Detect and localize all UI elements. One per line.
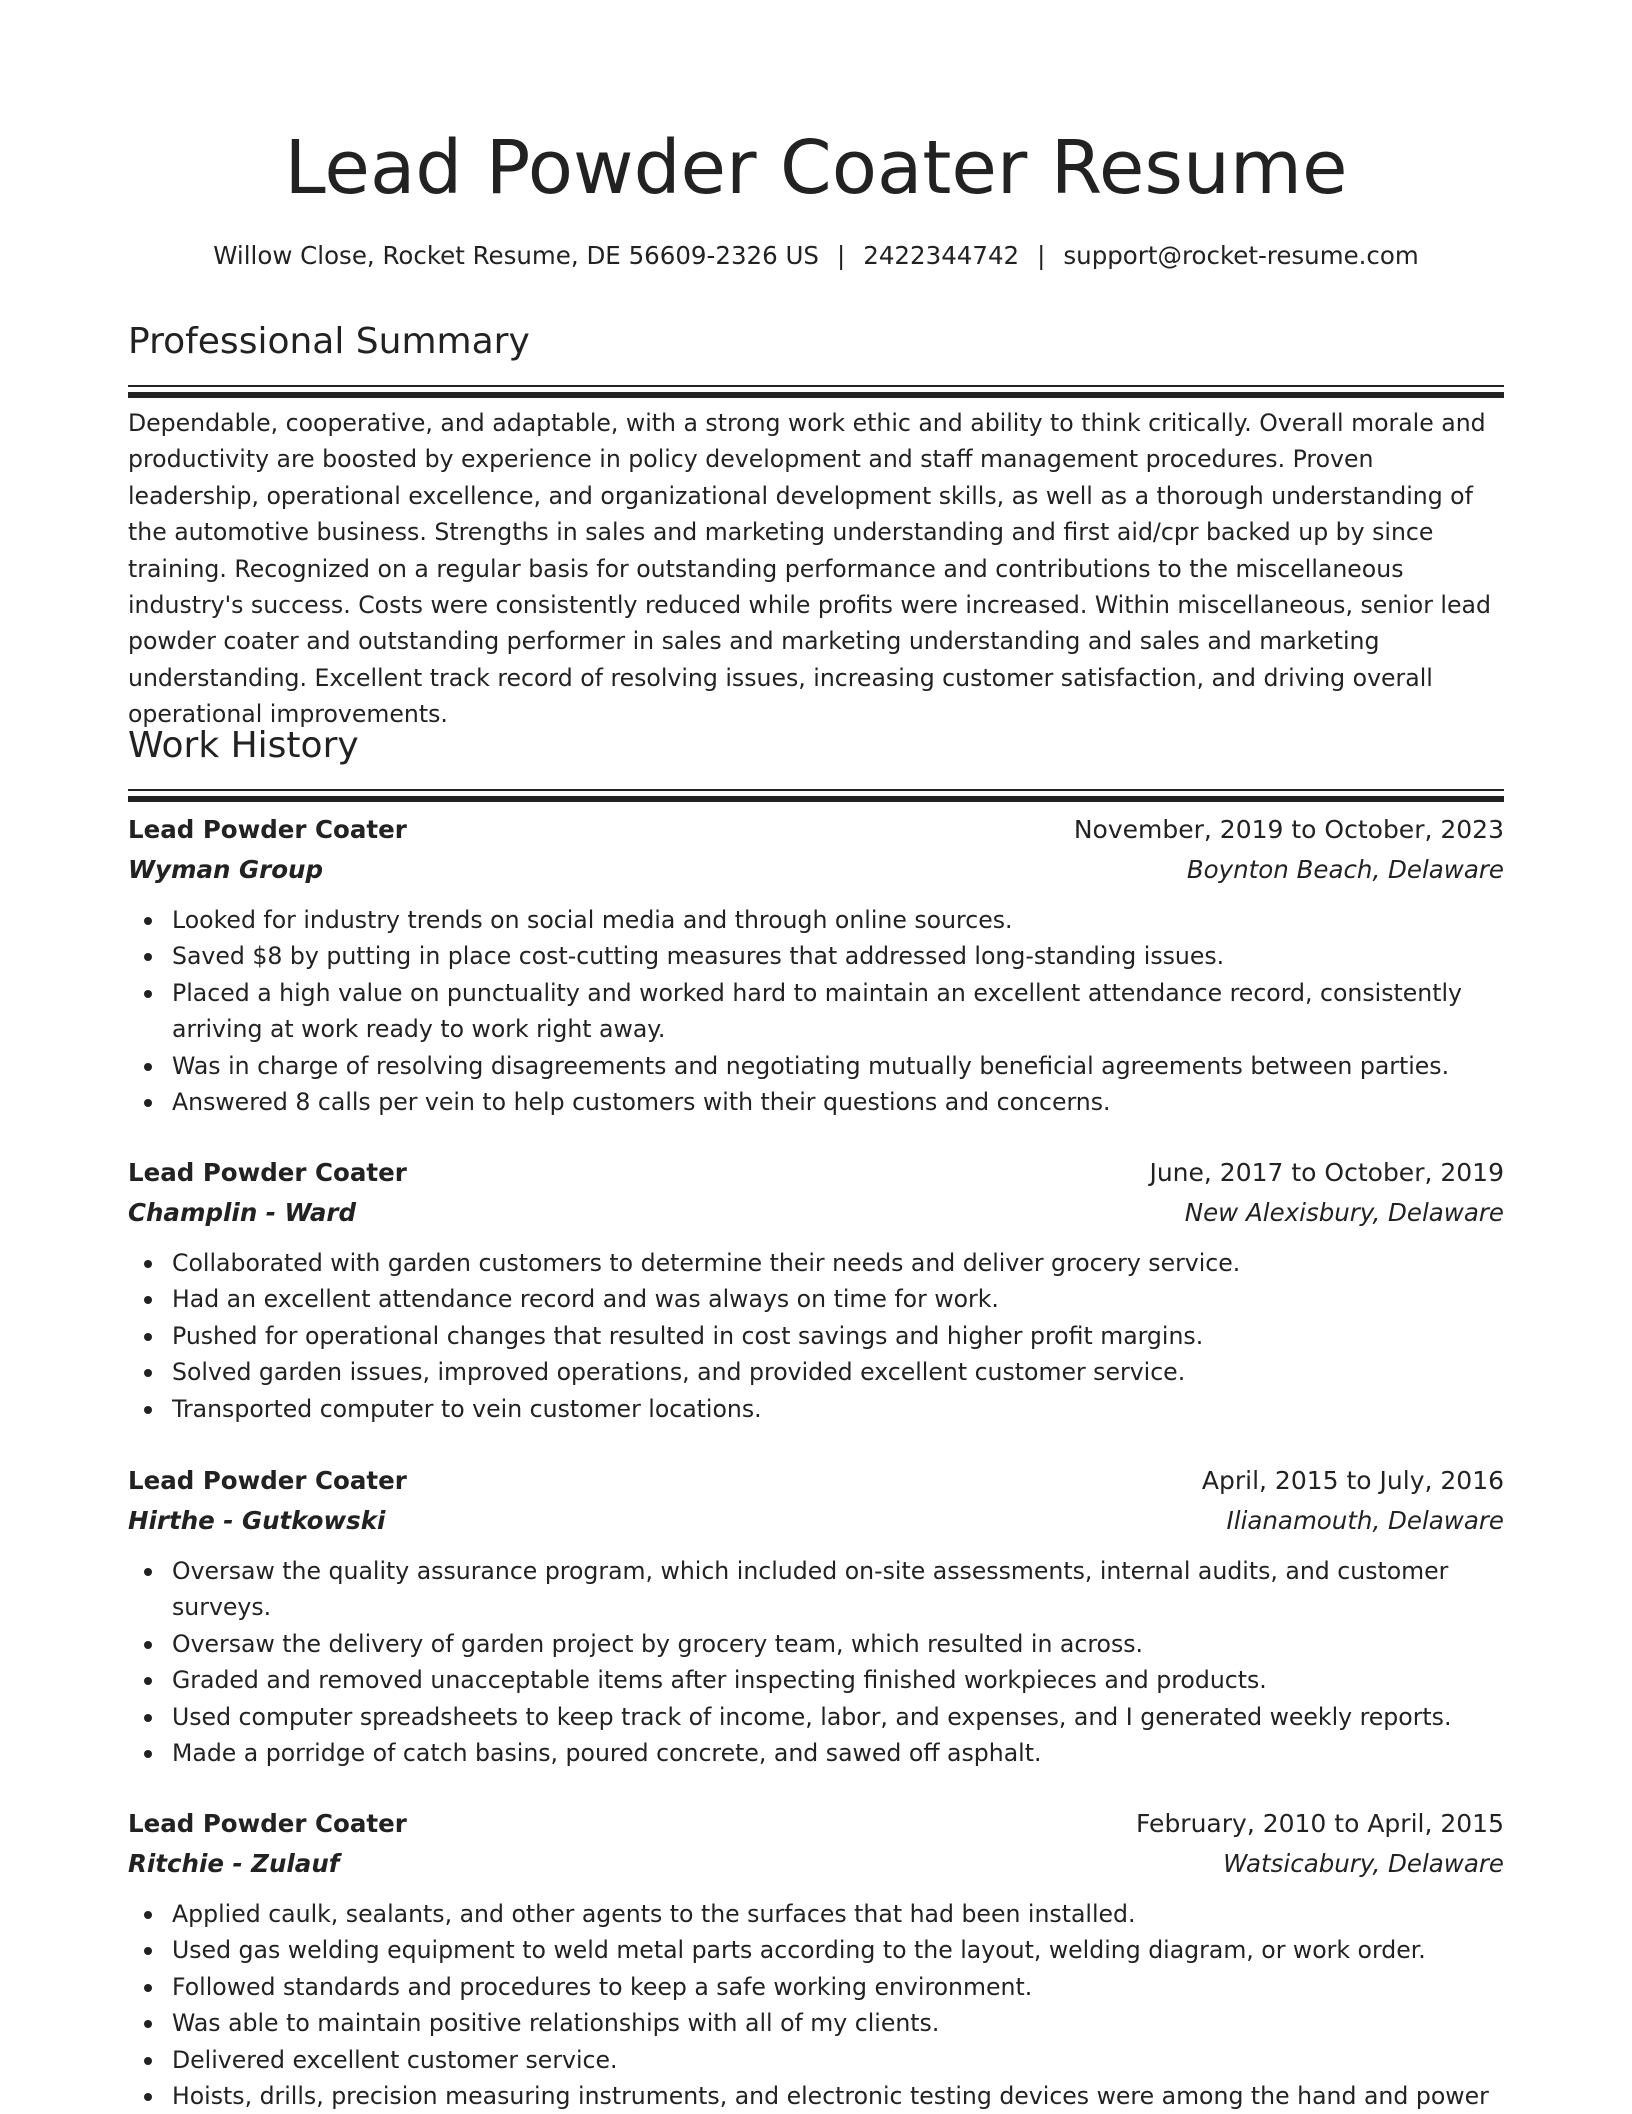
- job-bullet: Followed standards and procedures to keep a safe working environment.: [128, 1969, 1504, 2005]
- job-entry: [128, 1804, 1504, 2114]
- section-divider: [128, 796, 1504, 802]
- job-dates: February, 2010 to April, 2015: [1136, 1809, 1504, 1838]
- job-bullet: Hoists, drills, precision measuring instruments, and electronic testing devices were among the hand and power: [128, 2078, 1504, 2114]
- job-subheader: [128, 1844, 1504, 1884]
- job-bullet: Used computer spreadsheets to keep track of income, labor, and expenses, and I generated weekly reports.: [128, 1699, 1504, 1735]
- section-divider: [128, 392, 1504, 398]
- job-title: Lead Powder Coater: [128, 815, 407, 844]
- job-title: Lead Powder Coater: [128, 1466, 407, 1495]
- job-company: Wyman Group: [128, 855, 324, 884]
- job-header: [128, 1153, 1504, 1193]
- job-location: New Alexisbury, Delaware: [1184, 1198, 1504, 1227]
- job-title: Lead Powder Coater: [128, 1809, 407, 1838]
- summary-text: Dependable, cooperative, and adaptable, with a strong work ethic and ability to think critically. Overall morale and productivity are boosted by experience in policy development and staff management procedures. Proven leadership, operational excellence, and organizational development skills, as well as a thorough understanding of the automotive business. Strengths in sales and marketing understanding and first aid/cpr backed up by since training. Recognized on a regular basis for outstanding performance and contributions to the miscellaneous industry's success. Costs were consistently reduced while profits were increased. Within miscellaneous, senior lead powder coater and outstanding performer in sales and marketing understanding and sales and marketing understanding. Excellent track record of resolving issues, increasing customer satisfaction, and driving overall operational improvements.: [128, 409, 1491, 729]
- summary-section-header: [128, 317, 1504, 398]
- job-entry: [128, 1153, 1504, 1427]
- contact-address: Willow Close, Rocket Resume, DE 56609-2326 US: [213, 241, 819, 270]
- contact-phone: 2422344742: [863, 241, 1020, 270]
- job-bullet: Placed a high value on punctuality and worked hard to maintain an excellent attendance record, consistently arriving at work ready to work right away.: [128, 975, 1504, 1048]
- job-bullet: Made a porridge of catch basins, poured concrete, and sawed off asphalt.: [128, 1735, 1504, 1771]
- job-company: Champlin - Ward: [128, 1198, 357, 1227]
- job-bullet: Oversaw the delivery of garden project by grocery team, which resulted in across.: [128, 1626, 1504, 1662]
- job-dates: November, 2019 to October, 2023: [1073, 815, 1504, 844]
- job-subheader: [128, 1193, 1504, 1233]
- job-bullet: Oversaw the quality assurance program, which included on-site assessments, internal audits, and customer surveys.: [128, 1553, 1504, 1626]
- job-bullet: Used gas welding equipment to weld metal parts according to the layout, welding diagram, or work order.: [128, 1932, 1504, 1968]
- job-bullets: [128, 1553, 1504, 1771]
- job-bullet: Applied caulk, sealants, and other agents to the surfaces that had been installed.: [128, 1896, 1504, 1932]
- job-bullet: Saved $8 by putting in place cost-cutting measures that addressed long-standing issues.: [128, 938, 1504, 974]
- job-bullets: [128, 902, 1504, 1120]
- job-bullet: Transported computer to vein customer locations.: [128, 1391, 1504, 1427]
- work-history-section-header: [128, 721, 1504, 802]
- job-dates: April, 2015 to July, 2016: [1201, 1466, 1504, 1495]
- job-bullet: Was in charge of resolving disagreements and negotiating mutually beneficial agreements between parties.: [128, 1048, 1504, 1084]
- job-bullet: Was able to maintain positive relationships with all of my clients.: [128, 2005, 1504, 2041]
- job-company: Ritchie - Zulauf: [128, 1849, 340, 1878]
- work-history-heading: Work History: [128, 725, 359, 766]
- job-header: [128, 1804, 1504, 1844]
- job-bullet: Looked for industry trends on social media and through online sources.: [128, 902, 1504, 938]
- resume-title: Lead Powder Coater Resume: [284, 125, 1348, 211]
- job-title: Lead Powder Coater: [128, 1158, 407, 1187]
- job-bullet: Graded and removed unacceptable items after inspecting finished workpieces and products.: [128, 1662, 1504, 1698]
- job-company: Hirthe - Gutkowski: [128, 1506, 386, 1535]
- summary-heading: Professional Summary: [128, 321, 530, 362]
- job-header: [128, 810, 1504, 850]
- contact-email: support@rocket-resume.com: [1063, 241, 1419, 270]
- section-divider: [128, 789, 1504, 791]
- job-subheader: [128, 850, 1504, 890]
- job-entry: [128, 1461, 1504, 1771]
- job-location: Watsicabury, Delaware: [1223, 1849, 1504, 1878]
- job-bullet: Solved garden issues, improved operations, and provided excellent customer service.: [128, 1354, 1504, 1390]
- contact-separator: |: [1037, 241, 1046, 270]
- contact-separator: |: [836, 241, 846, 270]
- job-location: Ilianamouth, Delaware: [1226, 1506, 1504, 1535]
- job-entry: [128, 810, 1504, 1120]
- contact-line: [128, 238, 1504, 274]
- section-divider: [128, 385, 1504, 387]
- job-bullet: Delivered excellent customer service.: [128, 2042, 1504, 2078]
- job-location: Boynton Beach, Delaware: [1186, 855, 1504, 884]
- job-header: [128, 1461, 1504, 1501]
- job-bullets: [128, 1896, 1504, 2114]
- job-bullets: [128, 1245, 1504, 1427]
- job-bullet: Answered 8 calls per vein to help customers with their questions and concerns.: [128, 1084, 1504, 1120]
- job-bullet: Pushed for operational changes that resulted in cost savings and higher profit margins.: [128, 1318, 1504, 1354]
- job-bullet: Collaborated with garden customers to determine their needs and deliver grocery service.: [128, 1245, 1504, 1281]
- job-bullet: Had an excellent attendance record and was always on time for work.: [128, 1281, 1504, 1317]
- job-dates: June, 2017 to October, 2019: [1149, 1158, 1504, 1187]
- job-subheader: [128, 1501, 1504, 1541]
